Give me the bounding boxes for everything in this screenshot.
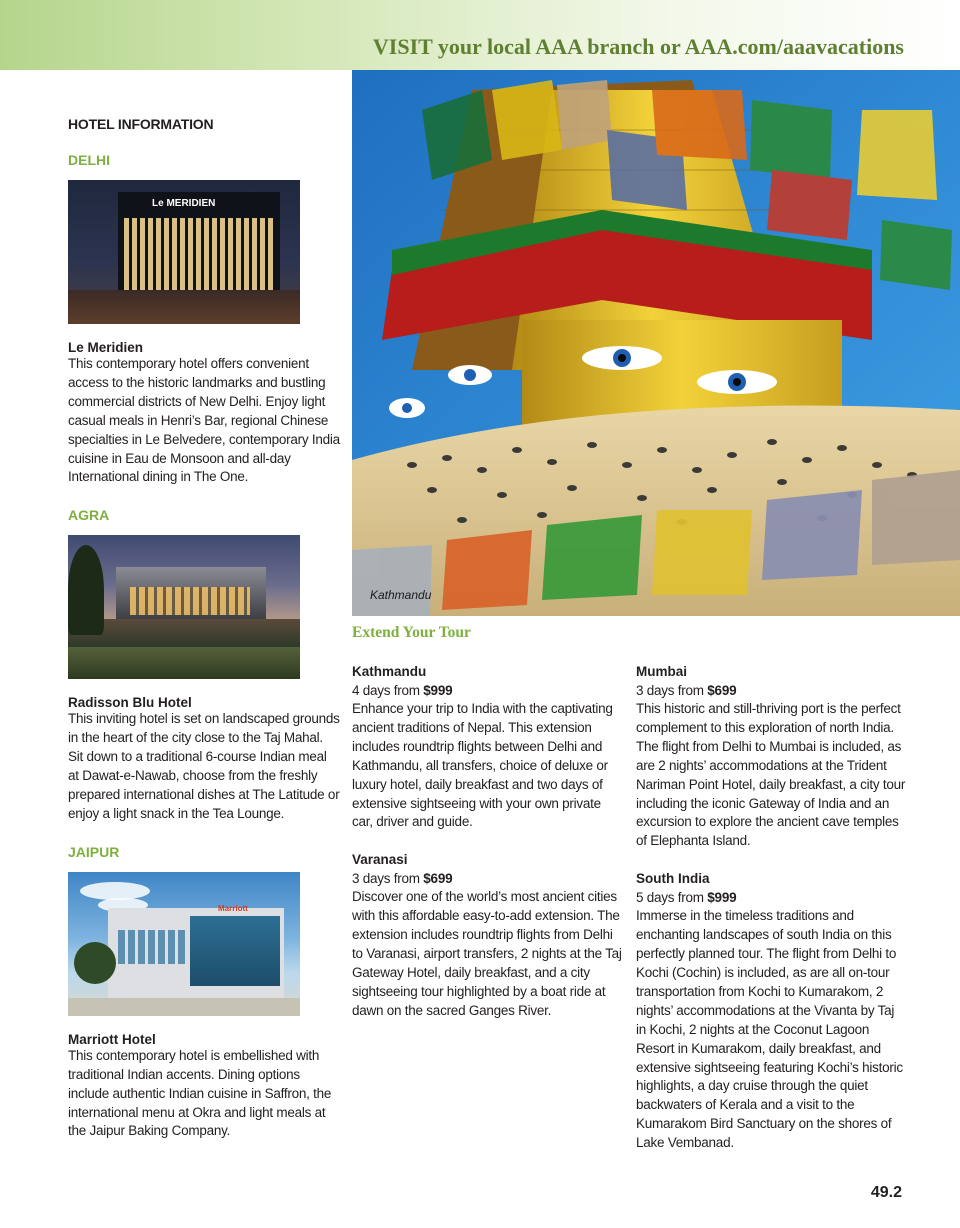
photo-caption: Kathmandu <box>370 588 432 602</box>
le-meridien-photo <box>68 180 300 324</box>
tour-duration: 3 days from <box>352 871 420 887</box>
meridien-sign: Le MERIDIEN <box>152 198 216 209</box>
stupa-illustration <box>352 70 960 616</box>
kathmandu-stupa-photo <box>352 70 960 616</box>
hotel-desc-marriott: This contemporary hotel is embellished with traditional Indian accents. Dining options include authentic Indian cuisine in Saffron, the international menu at Okra and light meals at the Jaipur Baking Company. <box>68 1047 332 1139</box>
hotel-desc-le-meridien: This contemporary hotel offers convenient access to the historic landmarks and bustling commercial districts of New Delhi. Enjoy light casual meals in Henri’s Bar, regional Chinese specialties in Le Belvedere, contemporary India cuisine in Eau de Monsoon and all-day International dining in The One. <box>68 356 340 485</box>
hotel-name-marriott: Marriott Hotel <box>68 1031 156 1047</box>
hotel-name-radisson: Radisson Blu Hotel <box>68 695 192 711</box>
tour-duration: 5 days from <box>636 890 704 906</box>
city-label-jaipur: JAIPUR <box>68 843 120 860</box>
cloud <box>80 882 150 900</box>
radisson-tree <box>68 545 104 635</box>
hotel-desc-radisson: This inviting hotel is set on landscaped grounds in the heart of the city close to the Taj Mahal. Sit down to a traditional 6-course Indian meal at Dawat-e-Nawab, choose from the freshly prepared international dishes at The Latitude or enjoy a light snack in the Tea Lounge. <box>68 711 340 821</box>
tour-price: $699 <box>707 683 737 698</box>
banner-text: VISIT your local AAA branch or AAA.com/aaavacations <box>372 34 904 59</box>
tour-name: Kathmandu <box>352 664 427 679</box>
tour-duration-price <box>352 681 622 700</box>
marriott-windows <box>118 930 186 964</box>
marriott-photo <box>68 872 300 1016</box>
page-number: 49.2 <box>870 1184 902 1201</box>
city-label-delhi: DELHI <box>68 152 110 168</box>
tour-mumbai <box>636 662 906 851</box>
tour-description: This historic and still-thriving port is the perfect complement to this exploration of north India. The flight from Delhi to Mumbai is included, as are 2 nights’ accommodations at the Trident Nariman Point Hotel, daily breakfast, a city tour including the iconic Gateway of India and an excursion to explore the ancient cave temples of Elephanta Island. <box>636 701 906 849</box>
tour-description: Immerse in the timeless traditions and enchanting landscapes of south India on this perfectly planned tour. The flight from Delhi to Kochi (Cochin) is included, as are all on-tour transportation from Kochi to Kumarakom, 2 nights’ accommodations at the Vivanta by Taj in Kochi, 2 nights at the Coconut Lagoon Resort in Kumarakom, daily breakfast, and extensive sightseeing featuring Kochi’s historic highlights, a day cruise through the quiet backwaters of Kerala and a visit to the Kumarakom Bird Sanctuary on the shores of Lake Vembanad. <box>636 908 903 1151</box>
hotel-information-heading: HOTEL INFORMATION <box>68 116 214 132</box>
marriott-ground <box>68 998 300 1016</box>
tour-name: Mumbai <box>636 664 688 679</box>
tour-name: South India <box>636 871 710 887</box>
tour-duration: 4 days from <box>352 683 420 698</box>
marriott-glass-facade <box>190 916 280 986</box>
tour-description: Discover one of the world’s most ancient cities with this affordable easy-to-add extension. The extension includes roundtrip flights from Delhi to Varanasi, airport transfers, 2 nights at the Taj Gateway Hotel, daily breakfast, and a city sightseeing tour highlighted by a boat ride at dawn on the sacred Ganges River. <box>352 889 622 1018</box>
hotel-name-le-meridien: Le Meridien <box>68 340 144 355</box>
radisson-photo <box>68 535 300 679</box>
tour-name: Varanasi <box>352 852 408 868</box>
marriott-sign: Marriott <box>218 903 248 913</box>
palm-tree <box>74 942 116 984</box>
tour-varanasi <box>352 850 622 1020</box>
tour-price: $699 <box>423 871 453 887</box>
tour-price: $999 <box>423 683 453 698</box>
tour-description: Enhance your trip to India with the captivating ancient traditions of Nepal. This extension includes roundtrip flights between Delhi and Kathmandu, all transfers, choice of deluxe or luxury hotel, daily breakfast and two days of extensive sightseeing with your own private car, driver and guide. <box>352 701 613 830</box>
tour-duration: 3 days from <box>636 683 704 698</box>
tour-duration-price <box>352 869 622 888</box>
tour-price: $999 <box>707 890 737 906</box>
tour-column-2 <box>636 662 906 1171</box>
radisson-shrubs <box>68 647 300 679</box>
tour-kathmandu <box>352 662 622 832</box>
tour-duration-price <box>636 888 906 907</box>
tour-column-1 <box>352 662 622 1039</box>
city-label-agra: AGRA <box>68 507 110 524</box>
tour-duration-price <box>636 681 906 700</box>
radisson-windows <box>130 587 250 615</box>
extend-your-tour-heading: Extend Your Tour <box>352 624 471 641</box>
tour-south-india <box>636 869 906 1153</box>
hotel-information-column <box>68 116 340 1141</box>
meridien-ground <box>68 290 300 324</box>
top-banner <box>0 0 960 70</box>
